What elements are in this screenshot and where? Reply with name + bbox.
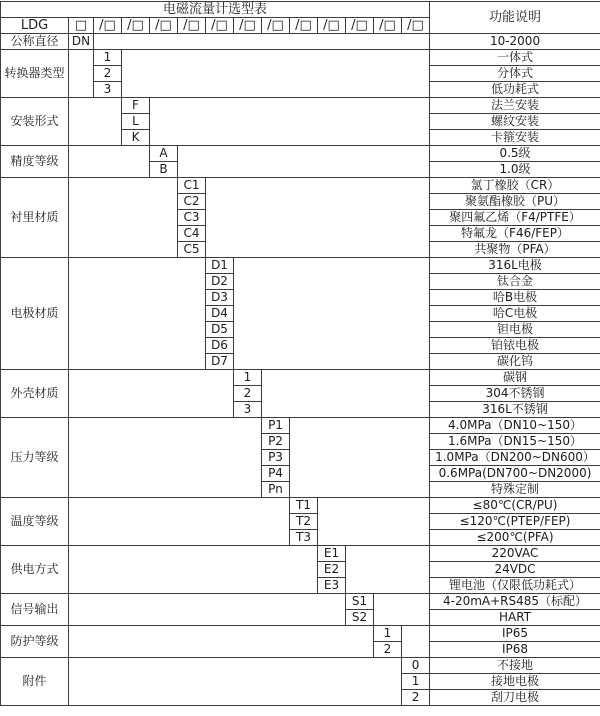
description-cell: 铂铱电极 xyxy=(430,338,600,354)
code-placeholder-box: /□ xyxy=(94,18,122,34)
code-placeholder-box: /□ xyxy=(290,18,318,34)
description-cell: 低功耗式 xyxy=(430,82,600,98)
code-cell: 2 xyxy=(234,386,262,402)
spacer-cell xyxy=(69,146,150,178)
section-label: 安装形式 xyxy=(1,98,69,146)
description-cell: 碳钢 xyxy=(430,370,600,386)
code-cell: D2 xyxy=(206,274,234,290)
description-cell: IP65 xyxy=(430,626,600,642)
code-cell: E2 xyxy=(318,562,346,578)
code-cell: Pn xyxy=(262,482,290,498)
description-cell: 一体式 xyxy=(430,50,600,66)
section-label: 电极材质 xyxy=(1,258,69,370)
spacer-cell xyxy=(69,658,402,706)
spacer-cell xyxy=(69,594,346,626)
section-label: 转换器类型 xyxy=(1,50,69,98)
description-cell: 220VAC xyxy=(430,546,600,562)
code-cell: P3 xyxy=(262,450,290,466)
description-cell: 0.5级 xyxy=(430,146,600,162)
description-cell: 聚氨酯橡胶（PU） xyxy=(430,194,600,210)
code-cell: D6 xyxy=(206,338,234,354)
description-cell: 刮刀电极 xyxy=(430,690,600,706)
spacer-cell xyxy=(69,498,290,546)
description-cell: 特殊定制 xyxy=(430,482,600,498)
code-cell: 1 xyxy=(94,50,122,66)
description-cell: 氯丁橡胶（CR） xyxy=(430,178,600,194)
code-cell: 1 xyxy=(402,674,430,690)
code-placeholder-box: /□ xyxy=(262,18,290,34)
code-placeholder-box: /□ xyxy=(402,18,430,34)
code-cell: 2 xyxy=(374,642,402,658)
spacer-cell xyxy=(206,178,430,258)
spacer-cell xyxy=(69,418,262,498)
description-cell: 4.0MPa（DN10~150） xyxy=(430,418,600,434)
description-cell: 螺纹安装 xyxy=(430,114,600,130)
description-cell: 1.0MPa（DN200~DN600） xyxy=(430,450,600,466)
code-cell: 2 xyxy=(402,690,430,706)
description-cell: 卡箍安装 xyxy=(430,130,600,146)
description-cell: 分体式 xyxy=(430,66,600,82)
code-cell: P4 xyxy=(262,466,290,482)
spacer-cell xyxy=(69,546,318,594)
description-cell: 10-2000 xyxy=(430,34,600,50)
spacer-cell xyxy=(234,258,430,370)
code-cell: DN xyxy=(69,34,94,50)
code-cell: C5 xyxy=(178,242,206,258)
description-cell: 316L不锈钢 xyxy=(430,402,600,418)
spacer-cell xyxy=(69,178,178,258)
description-cell: 1.0级 xyxy=(430,162,600,178)
code-cell: E3 xyxy=(318,578,346,594)
description-cell: 0.6MPa(DN700~DN2000) xyxy=(430,466,600,482)
spacer-cell xyxy=(290,418,430,498)
section-label: 外壳材质 xyxy=(1,370,69,418)
code-cell: F xyxy=(122,98,150,114)
code-cell: 2 xyxy=(94,66,122,82)
section-label: 衬里材质 xyxy=(1,178,69,258)
description-cell: ≤120℃(PTEP/FEP) xyxy=(430,514,600,530)
description-cell: IP68 xyxy=(430,642,600,658)
description-cell: 哈C电极 xyxy=(430,306,600,322)
code-cell: D1 xyxy=(206,258,234,274)
code-placeholder-box: /□ xyxy=(150,18,178,34)
description-cell: 碳化钨 xyxy=(430,354,600,370)
code-cell: 1 xyxy=(374,626,402,642)
code-placeholder-box: /□ xyxy=(374,18,402,34)
code-cell: T2 xyxy=(290,514,318,530)
spacer-cell xyxy=(69,370,234,418)
code-placeholder-box: /□ xyxy=(318,18,346,34)
section-label: 供电方式 xyxy=(1,546,69,594)
spacer-cell xyxy=(122,50,430,98)
description-cell: 锂电池（仅限低功耗式） xyxy=(430,578,600,594)
section-label: 防护等级 xyxy=(1,626,69,658)
spacer-cell xyxy=(69,626,374,658)
code-cell: S2 xyxy=(346,610,374,626)
description-cell: 接地电极 xyxy=(430,674,600,690)
code-cell: C1 xyxy=(178,178,206,194)
code-cell: E1 xyxy=(318,546,346,562)
code-cell: L xyxy=(122,114,150,130)
description-cell: 特氟龙（F46/FEP） xyxy=(430,226,600,242)
description-cell: 共聚物（PFA） xyxy=(430,242,600,258)
code-cell: K xyxy=(122,130,150,146)
code-placeholder-box: □ xyxy=(69,18,94,34)
spacer-cell xyxy=(402,626,430,658)
section-label: 压力等级 xyxy=(1,418,69,498)
description-cell: 316L电极 xyxy=(430,258,600,274)
code-cell: P1 xyxy=(262,418,290,434)
code-cell: 0 xyxy=(402,658,430,674)
section-label: 信号输出 xyxy=(1,594,69,626)
code-cell: A xyxy=(150,146,178,162)
description-cell: ≤80℃(CR/PU) xyxy=(430,498,600,514)
code-placeholder-box: /□ xyxy=(206,18,234,34)
code-cell: D5 xyxy=(206,322,234,338)
description-cell: 钽电极 xyxy=(430,322,600,338)
description-cell: 钛合金 xyxy=(430,274,600,290)
description-cell: 4-20mA+RS485（标配） xyxy=(430,594,600,610)
code-cell: T3 xyxy=(290,530,318,546)
code-cell: B xyxy=(150,162,178,178)
function-column-header: 功能说明 xyxy=(430,2,600,34)
code-cell: C3 xyxy=(178,210,206,226)
description-cell: 聚四氟乙烯（F4/PTFE） xyxy=(430,210,600,226)
description-cell: ≤200℃(PFA) xyxy=(430,530,600,546)
section-label-diameter: 公称直径 xyxy=(1,34,69,50)
code-cell: D7 xyxy=(206,354,234,370)
spacer-cell xyxy=(94,34,430,50)
description-cell: 1.6MPa（DN15~150） xyxy=(430,434,600,450)
description-cell: 24VDC xyxy=(430,562,600,578)
description-cell: 哈B电极 xyxy=(430,290,600,306)
spacer-cell xyxy=(69,258,206,370)
spacer-cell xyxy=(262,370,430,418)
description-cell: 法兰安装 xyxy=(430,98,600,114)
code-placeholder-box: /□ xyxy=(346,18,374,34)
code-cell: C4 xyxy=(178,226,206,242)
code-cell: T1 xyxy=(290,498,318,514)
code-cell: D4 xyxy=(206,306,234,322)
code-cell: 1 xyxy=(234,370,262,386)
section-label: 附件 xyxy=(1,658,69,706)
table-title: 电磁流量计选型表 xyxy=(1,2,430,18)
description-cell: 不接地 xyxy=(430,658,600,674)
code-cell: D3 xyxy=(206,290,234,306)
spacer-cell xyxy=(150,98,430,146)
description-cell: 304不锈钢 xyxy=(430,386,600,402)
spacer-cell xyxy=(178,146,430,178)
code-cell: S1 xyxy=(346,594,374,610)
model-prefix: LDG xyxy=(1,18,69,34)
code-cell: P2 xyxy=(262,434,290,450)
code-cell: C2 xyxy=(178,194,206,210)
selection-table xyxy=(0,1,600,706)
code-cell: 3 xyxy=(234,402,262,418)
spacer-cell xyxy=(69,50,94,98)
code-placeholder-box: /□ xyxy=(122,18,150,34)
code-cell: 3 xyxy=(94,82,122,98)
code-placeholder-box: /□ xyxy=(234,18,262,34)
description-cell: HART xyxy=(430,610,600,626)
spacer-cell xyxy=(374,594,430,626)
spacer-cell xyxy=(318,498,430,546)
code-placeholder-box: /□ xyxy=(178,18,206,34)
spacer-cell xyxy=(69,98,122,146)
section-label: 温度等级 xyxy=(1,498,69,546)
spacer-cell xyxy=(346,546,430,594)
section-label: 精度等级 xyxy=(1,146,69,178)
